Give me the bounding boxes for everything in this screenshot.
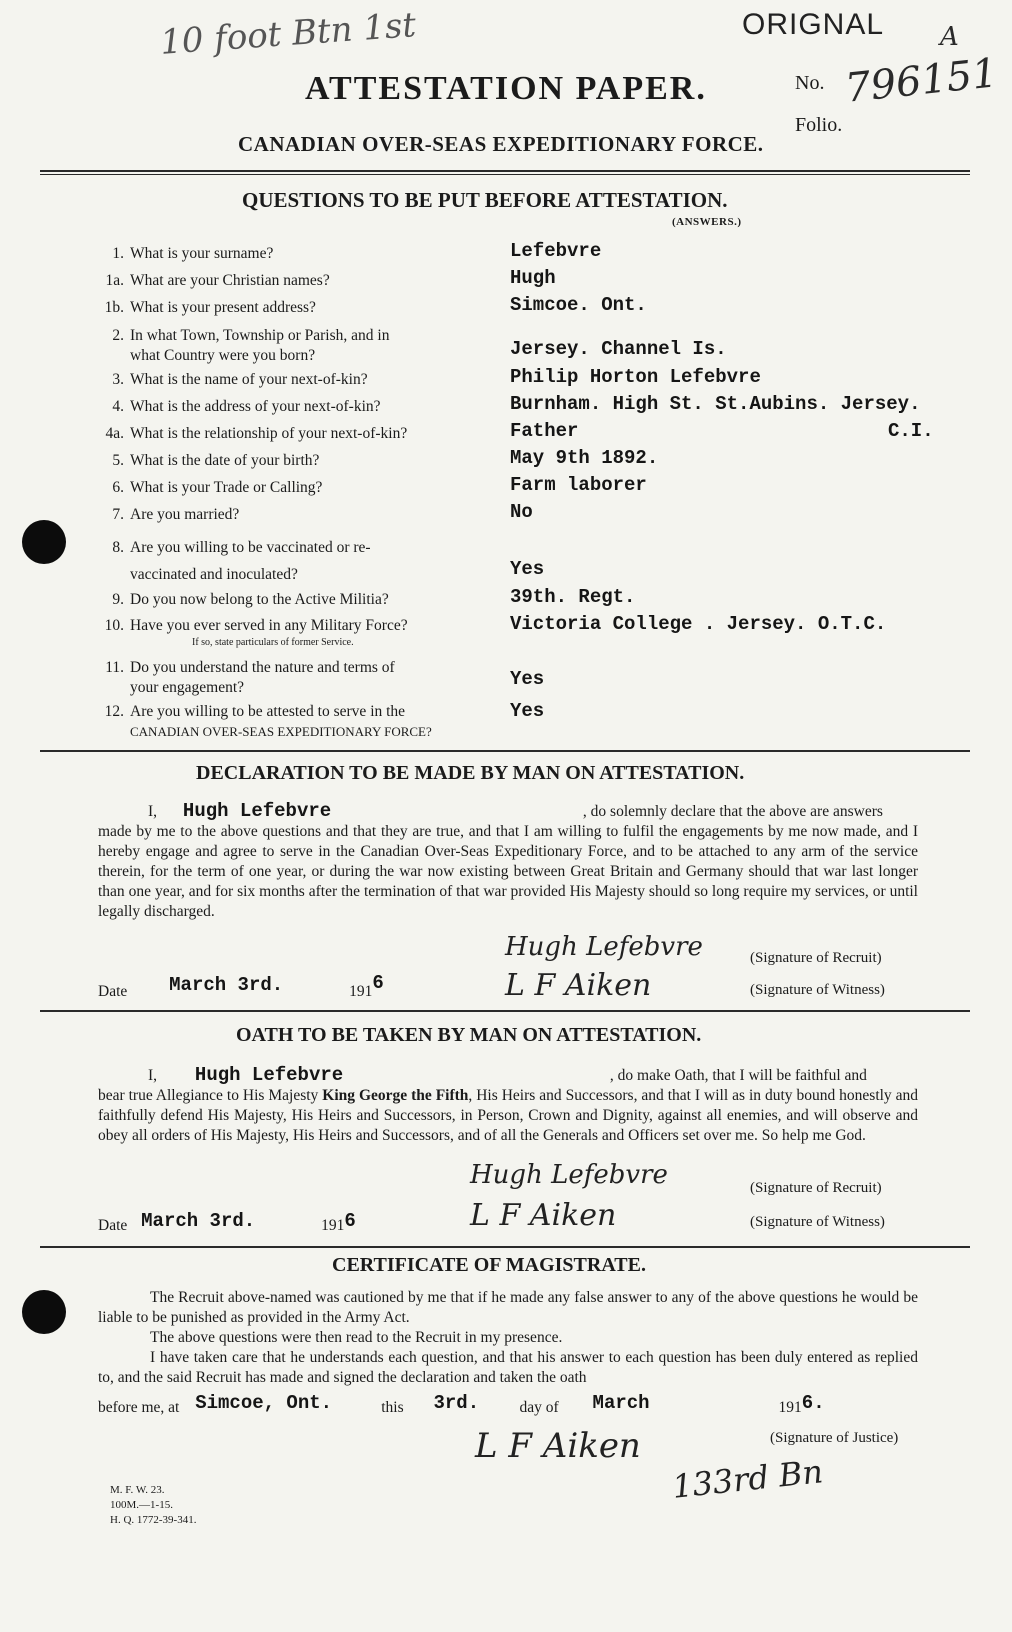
answer-relationship-extra: C.I.	[888, 420, 934, 442]
folio-label: Folio.	[795, 114, 843, 136]
answer-military-service: Victoria College . Jersey. O.T.C.	[510, 613, 887, 635]
oath-witness-signature: L F Aiken	[470, 1198, 617, 1233]
answer-present-address: Simcoe. Ont.	[510, 294, 647, 316]
declaration-prefix: I,	[148, 803, 158, 820]
answer-relationship: Father	[510, 420, 579, 442]
question-9: 9. Do you now belong to the Active Militia?	[112, 591, 389, 608]
divider-declaration	[40, 750, 970, 752]
answer-birthplace: Jersey. Channel Is.	[510, 338, 727, 360]
document-title: ATTESTATION PAPER.	[305, 70, 707, 107]
justice-signature: L F Aiken	[475, 1426, 641, 1466]
oath-name: Hugh Lefebvre	[194, 1064, 344, 1086]
divider-oath	[40, 1010, 970, 1012]
questions-heading: QUESTIONS TO BE PUT BEFORE ATTESTATION.	[242, 188, 728, 212]
certificate-p2: The above questions were then read to the Recruit in my presence.	[150, 1329, 563, 1346]
answer-married: No	[510, 501, 533, 523]
certificate-this-label: this	[381, 1399, 404, 1416]
declaration-witness-label: (Signature of Witness)	[750, 982, 885, 998]
question-4: 4. What is the address of your next-of-kin?	[112, 398, 381, 415]
declaration-date-label: Date	[98, 983, 128, 1000]
certificate-year-suffix: 6.	[801, 1392, 825, 1414]
force-name: CANADIAN OVER-SEAS EXPEDITIONARY FORCE.	[238, 132, 764, 156]
certificate-place: Simcoe, Ont.	[195, 1392, 333, 1414]
oath-recruit-signature: Hugh Lefebvre	[470, 1160, 668, 1190]
question-3: 3. What is the name of your next-of-kin?	[112, 371, 368, 388]
certificate-p3: I have taken care that he understands each question, and that his answer to each question has been duly entered as replied to, and the said Recruit has made and signed the declaration and taken the oath	[98, 1349, 918, 1386]
answer-trade: Farm laborer	[510, 474, 647, 496]
certificate-before-row	[98, 1392, 825, 1418]
answer-next-of-kin-address: Burnham. High St. St.Aubins. Jersey.	[510, 393, 921, 415]
answer-willing-to-serve: Yes	[510, 700, 545, 722]
declaration-year-suffix: 6	[372, 972, 384, 994]
answer-christian-names: Hugh	[510, 267, 556, 289]
question-12: 12. Are you willing to be attested to serve in the CANADIAN OVER-SEAS EXPEDITIONARY FORCE?	[104, 703, 432, 739]
declaration-witness-signature: L F Aiken	[505, 968, 652, 1003]
oath-body-b: , His Heirs and Successors, and that I will as in duty bound honestly and faithfully defend His Majesty, His Heirs and Successors, in Person, Crown and Dignity, against all enemies, and will observe and obey all orders of His Majesty, His Heirs and Successors, and of all the Generals and Officers set over me. So help me God.	[98, 1087, 919, 1144]
form-code-3: H. Q. 1772-39-341.	[110, 1514, 197, 1526]
question-7: 7. Are you married?	[112, 506, 240, 523]
regimental-number: 796151	[843, 50, 1000, 112]
certificate-day-of-label: day of	[519, 1399, 559, 1416]
question-5: 5. What is the date of your birth?	[112, 452, 320, 469]
question-11: 11. Do you understand the nature and terms of your engagement?	[105, 659, 395, 696]
justice-label: (Signature of Justice)	[770, 1430, 899, 1446]
original-stamp: ORIGNAL	[742, 8, 885, 41]
oath-witness-label: (Signature of Witness)	[750, 1214, 885, 1230]
answer-surname: Lefebvre	[510, 240, 602, 262]
declaration-name: Hugh Lefebvre	[182, 800, 332, 822]
answer-understand-terms: Yes	[510, 668, 545, 690]
certificate-heading: CERTIFICATE OF MAGISTRATE.	[332, 1254, 646, 1276]
declaration-date-row	[98, 972, 384, 1002]
form-code-1: M. F. W. 23.	[110, 1484, 165, 1496]
certificate-year-prefix: 191	[778, 1399, 802, 1416]
divider-top	[40, 170, 970, 172]
certificate-day: 3rd.	[433, 1392, 480, 1414]
question-8: 8. Are you willing to be vaccinated or re- vaccinated and inoculated?	[112, 539, 371, 583]
question-10: 10. Have you ever served in any Military Force? If so, state particulars of former Service.	[104, 617, 408, 648]
question-1a: 1a. What are your Christian names?	[105, 272, 330, 289]
corner-letter: A	[940, 22, 959, 52]
answer-next-of-kin: Philip Horton Lefebvre	[510, 366, 761, 388]
oath-year-prefix: 191	[321, 1217, 345, 1234]
oath-date: March 3rd.	[141, 1210, 256, 1232]
oath-prefix: I,	[148, 1067, 158, 1084]
unit-note: 133rd Bn	[670, 1452, 825, 1506]
question-6: 6. What is your Trade or Calling?	[112, 479, 323, 496]
certificate-month: March	[592, 1392, 650, 1414]
declaration-line1	[148, 800, 883, 822]
oath-date-label: Date	[98, 1217, 128, 1234]
oath-line1	[148, 1064, 867, 1086]
declaration-heading: DECLARATION TO BE MADE BY MAN ON ATTESTATION.	[196, 762, 745, 784]
punch-hole-bottom	[22, 1290, 66, 1334]
declaration-date: March 3rd.	[169, 974, 284, 996]
oath-line1-text: , do make Oath, that I will be faithful and	[609, 1067, 867, 1084]
oath-king: King George the Fifth	[322, 1087, 469, 1104]
question-4a: 4a. What is the relationship of your next-of-kin?	[105, 425, 408, 442]
answer-vaccinated: Yes	[510, 558, 545, 580]
answers-label: (ANSWERS.)	[672, 216, 742, 228]
oath-date-row	[98, 1210, 356, 1236]
oath-recruit-label: (Signature of Recruit)	[750, 1180, 882, 1196]
declaration-recruit-signature: Hugh Lefebvre	[505, 932, 703, 962]
certificate-before-label: before me, at	[98, 1399, 180, 1416]
oath-body	[98, 1086, 918, 1146]
question-2: 2. In what Town, Township or Parish, and in what Country were you born?	[112, 327, 390, 364]
question-1b: 1b. What is your present address?	[104, 299, 316, 316]
declaration-line1-text: , do solemnly declare that the above are answers	[582, 803, 883, 820]
certificate-p1: The Recruit above-named was cautioned by me that if he made any false answer to any of the above questions he would be liable to be punished as provided in the Army Act.	[98, 1289, 918, 1326]
answer-militia: 39th. Regt.	[510, 586, 636, 608]
question-1: 1. What is your surname?	[112, 245, 274, 262]
oath-heading: OATH TO BE TAKEN BY MAN ON ATTESTATION.	[236, 1024, 702, 1046]
number-label: No.	[795, 72, 825, 94]
oath-year-suffix: 6	[344, 1210, 356, 1232]
declaration-recruit-label: (Signature of Recruit)	[750, 950, 882, 966]
punch-hole-top	[22, 520, 66, 564]
answer-birth-date: May 9th 1892.	[510, 447, 659, 469]
declaration-year-prefix: 191	[349, 983, 373, 1000]
oath-body-a: bear true Allegiance to His Majesty	[98, 1087, 323, 1104]
divider-top-2	[40, 174, 970, 175]
divider-certificate	[40, 1246, 970, 1248]
declaration-body: made by me to the above questions and that they are true, and that I am willing to fulfil the engagements by me now made, and I hereby engage and agree to serve in the Canadian Over-Seas Expeditionary Force, and to be attached to any arm of the service therein, for the term of one year, or during the war now existing between Great Britain and Germany should that war last longer than one year, and for six months after the termination of that war provided His Majesty should so long require my services, or until legally discharged.	[98, 823, 918, 920]
form-code-2: 100M.—1-15.	[110, 1499, 173, 1511]
handwritten-unit-note: 10 foot Btn 1st	[158, 5, 418, 63]
